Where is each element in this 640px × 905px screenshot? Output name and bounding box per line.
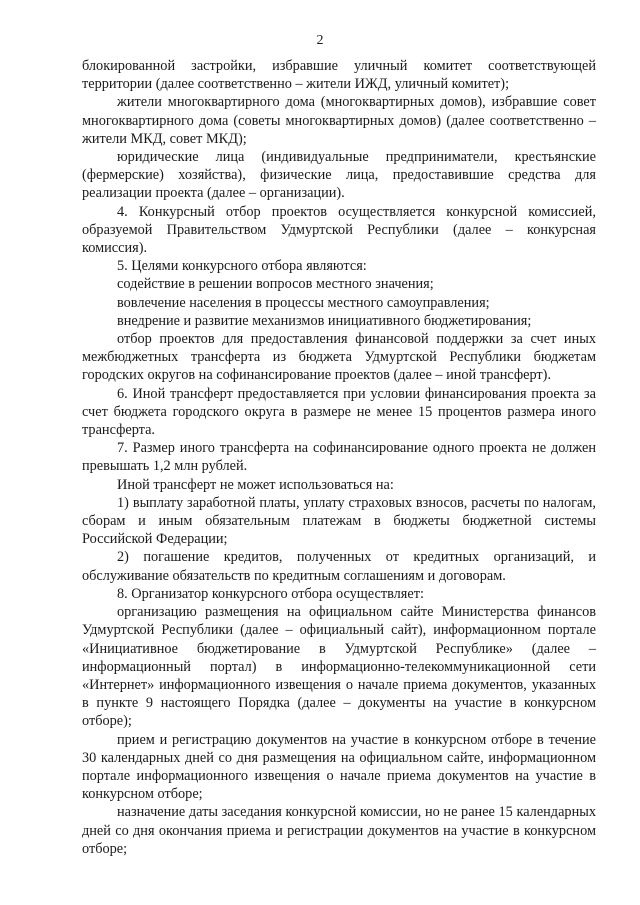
paragraph: 4. Конкурсный отбор проектов осуществляется конкурсной комиссией, образуемой Правительством Удмуртской Республики (далее – конкурсная комиссия). bbox=[82, 203, 596, 257]
paragraph: блокированной застройки, избравшие уличный комитет соответствующей территории (далее соответственно – жители ИЖД, уличный комитет); bbox=[82, 58, 596, 93]
paragraph: внедрение и развитие механизмов инициативного бюджетирования; bbox=[117, 312, 532, 329]
paragraph: отбор проектов для предоставления финансовой поддержки за счет иных межбюджетных трансферта из бюджета Удмуртской Республики бюджетам городских округов на софинансирование проектов (далее – иной трансферт). bbox=[82, 331, 596, 384]
paragraph: вовлечение населения в процессы местного самоуправления; bbox=[117, 294, 490, 311]
document-body bbox=[82, 57, 596, 858]
paragraph: 5. Целями конкурсного отбора являются: bbox=[117, 258, 367, 275]
paragraph: 8. Организатор конкурсного отбора осуществляет: bbox=[117, 585, 424, 602]
page-number: 2 bbox=[316, 33, 324, 48]
paragraph: 7. Размер иного трансферта на софинансирование одного проекта не должен превышать 1,2 млн рублей. bbox=[82, 440, 596, 475]
paragraph: прием и регистрацию документов на участие в конкурсном отборе в течение 30 календарных дней со дня размещения на официальном сайте, информационном портале информационного извещения о начале приема документов на участие в конкурсном отборе; bbox=[82, 731, 596, 803]
paragraph: жители многоквартирного дома (многоквартирных домов), избравшие совет многоквартирного дома (советы многоквартирных домов) (далее соответственно – жители МКД, совет МКД); bbox=[82, 94, 596, 147]
paragraph: организацию размещения на официальном сайте Министерства финансов Удмуртской Республики (далее – официальный сайт), информационном портале «Инициативное бюджетирование в Удмуртской Республике» (далее – информационный портал) в информационно-телекоммуникационной сети «Интернет» информационного извещения о начале приема документов, указанных в пункте 9 настоящего Порядка (далее – документы на участие в конкурсном отборе); bbox=[82, 604, 596, 730]
paragraph: 6. Иной трансферт предоставляется при условии финансирования проекта за счет бюджета городского округа в размере не менее 15 процентов размера иного трансферта. bbox=[82, 385, 596, 439]
paragraph: 1) выплату заработной платы, уплату страховых взносов, расчеты по налогам, сборам и иным обязательным платежам в бюджеты бюджетной системы Российской Федерации; bbox=[82, 494, 596, 548]
paragraph: Иной трансферт не может использоваться на: bbox=[117, 476, 394, 493]
paragraph: содействие в решении вопросов местного значения; bbox=[117, 276, 434, 293]
paragraph: юридические лица (индивидуальные предприниматели, крестьянские (фермерские) хозяйства), физические лица, предоставившие средства для реализации проекта (далее – организации). bbox=[82, 149, 596, 202]
paragraph: назначение даты заседания конкурсной комиссии, но не ранее 15 календарных дней со дня окончания приема и регистрации документов на участие в конкурсном отборе; bbox=[82, 804, 596, 857]
paragraph: 2) погашение кредитов, полученных от кредитных организаций, и обслуживание обязательств по кредитным соглашениям и договорам. bbox=[82, 549, 596, 584]
